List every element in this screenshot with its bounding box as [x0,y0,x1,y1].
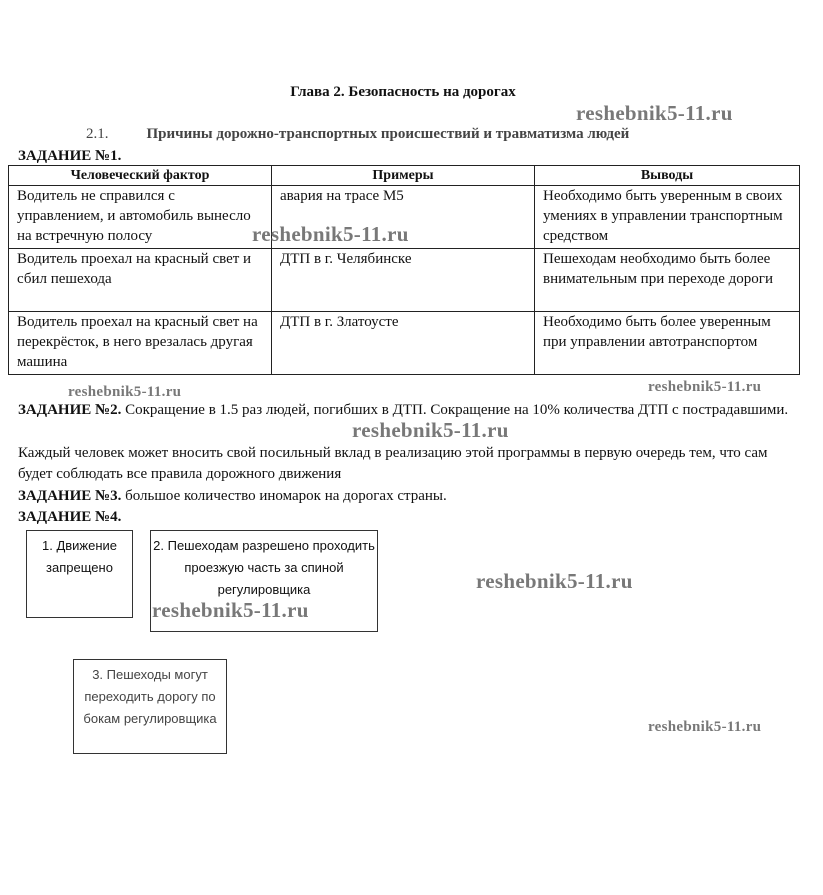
table-cell: Водитель не справился с управлением, и автомобиль вынесло на встречную полосу [9,186,272,249]
task2-text: Сокращение в 1.5 раз людей, погибших в ДТП. Сокращение на 10% количества ДТП с пострадавшими. [125,402,789,418]
table-header-row [9,166,800,186]
watermark: reshebnik5-11.ru [152,598,309,622]
chapter-title: Глава 2. Безопасность на дорогах [290,84,516,100]
task1-heading: ЗАДАНИЕ №1. [18,148,122,164]
watermark: reshebnik5-11.ru [352,418,509,442]
table-row [9,312,800,375]
watermark: reshebnik5-11.ru [476,569,633,593]
column-header: Примеры [272,166,535,186]
table-cell: Необходимо быть уверенным в своих умениях в управлении транспортным средством [535,186,800,249]
table-cell: Водитель проехал на красный свет и сбил пешехода [9,249,272,312]
table-cell: Водитель проехал на красный свет на перекрёсток, в него врезалась другая машина [9,312,272,375]
task4-heading: ЗАДАНИЕ №4. [18,509,122,525]
traffic-signal-box-1: 1. Движение запрещено [26,530,133,618]
task1-table [8,165,800,375]
task3-paragraph [18,486,798,507]
section-title: Причины дорожно-транспортных происшествий и травматизма людей [146,126,630,142]
watermark: reshebnik5-11.ru [648,379,762,395]
column-header: Человеческий фактор [9,166,272,186]
section-heading [86,126,629,143]
watermark: reshebnik5-11.ru [648,719,762,735]
table-cell: ДТП в г. Златоусте [272,312,535,375]
watermark: reshebnik5-11.ru [68,384,182,400]
table-cell: ДТП в г. Челябинске [272,249,535,312]
traffic-signal-box-2: 2. Пешеходам разрешено проходить проезжую часть за спиной регулировщика [150,530,378,632]
table-row [9,249,800,312]
table-cell: Пешеходам необходимо быть более внимательным при переходе дороги [535,249,800,312]
task2-text2: Каждый человек может вносить свой посильный вклад в реализацию этой программы в первую очередь тем, что сам будет соблюдать все правила дорожного движения [18,445,768,482]
watermark: reshebnik5-11.ru [576,101,733,125]
task3-heading: ЗАДАНИЕ №3. [18,488,122,504]
task2-heading: ЗАДАНИЕ №2. [18,402,122,418]
column-header: Выводы [535,166,800,186]
table-cell: Необходимо быть более уверенным при управлении автотранспортом [535,312,800,375]
task4-paragraph [18,507,798,528]
watermark: reshebnik5-11.ru [252,222,409,246]
traffic-signal-box-3: 3. Пешеходы могут переходить дорогу по бокам регулировщика [73,659,227,754]
task3-text: большое количество иномарок на дорогах страны. [125,488,447,504]
table-cell: авария на трасе М5 [272,186,535,249]
section-number: 2.1. [86,126,109,142]
